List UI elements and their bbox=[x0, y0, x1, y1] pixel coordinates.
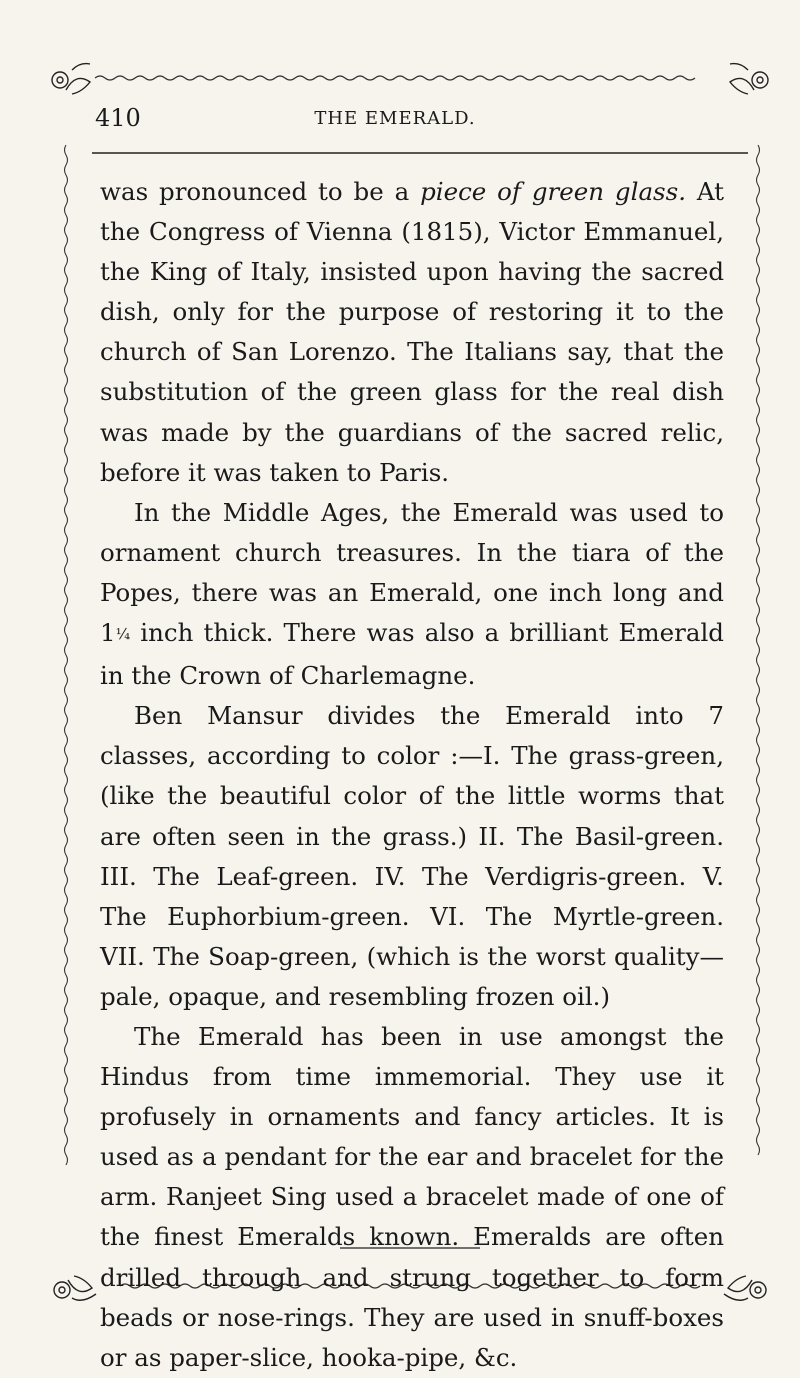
italic-phrase: piece of green glass. bbox=[420, 177, 686, 206]
corner-flourish-icon bbox=[54, 1276, 96, 1300]
text-run: Ben Mansur divides the Emerald into 7 classes, according to color :—I. The grass-green, (like the beautiful color of the little worms that are often seen in the grass.) II. The Basil-green. III. The Leaf-green. IV. The Verdigris-green. V. The Euphorbium-green. VI. The Myrtle-green. VII. The Soap-green, (which is the worst quality—pale, opaque, and resembling frozen oil.) bbox=[100, 701, 724, 1011]
text-run: In the Middle Ages, the Emerald was used to ornament church treasures. In the tiara of the Popes, there was an Emerald, one inch long and 1 bbox=[100, 497, 724, 648]
corner-flourish-icon bbox=[52, 64, 90, 94]
right-wavy-rule bbox=[757, 145, 760, 1155]
paragraph bbox=[100, 172, 724, 493]
top-wavy-rule bbox=[95, 76, 695, 80]
running-head bbox=[95, 104, 695, 138]
running-title: THE EMERALD. bbox=[314, 108, 476, 129]
paragraph bbox=[100, 1017, 724, 1378]
paragraph bbox=[100, 696, 724, 1017]
text-run: At the Congress of Vienna (1815), Victor Emmanuel, the King of Italy, insisted upon having the sacred dish, only for the purpose of restoring it to the church of San Lorenzo. The Italians say, that the substitution of the green glass for the real dish was made by the guardians of the sacred relic, before it was taken to Paris. bbox=[100, 177, 724, 487]
body-text bbox=[100, 172, 724, 1378]
text-run: was pronounced to be a bbox=[100, 177, 421, 206]
paragraph bbox=[100, 493, 724, 696]
text-run: inch thick. There was also a brilliant Emerald in the Crown of Charlemagne. bbox=[100, 618, 724, 691]
corner-flourish-icon bbox=[724, 1276, 766, 1300]
fraction: ¼ bbox=[115, 625, 131, 644]
page-number: 410 bbox=[95, 104, 141, 132]
text-run: The Emerald has been in use amongst the Hindus from time immemorial. They use it profusely in ornaments and fancy articles. It is used as a pendant for the ear and bracelet for the arm. Ranjeet Sing used a bracelet made of one of the finest Emeralds known. Emeralds are often drilled through and strung together to form beads or nose-rings. They are used in snuff-boxes or as paper-slice, hooka-pipe, &c. bbox=[100, 1021, 724, 1372]
corner-flourish-icon bbox=[730, 64, 768, 94]
left-wavy-rule bbox=[65, 145, 68, 1165]
